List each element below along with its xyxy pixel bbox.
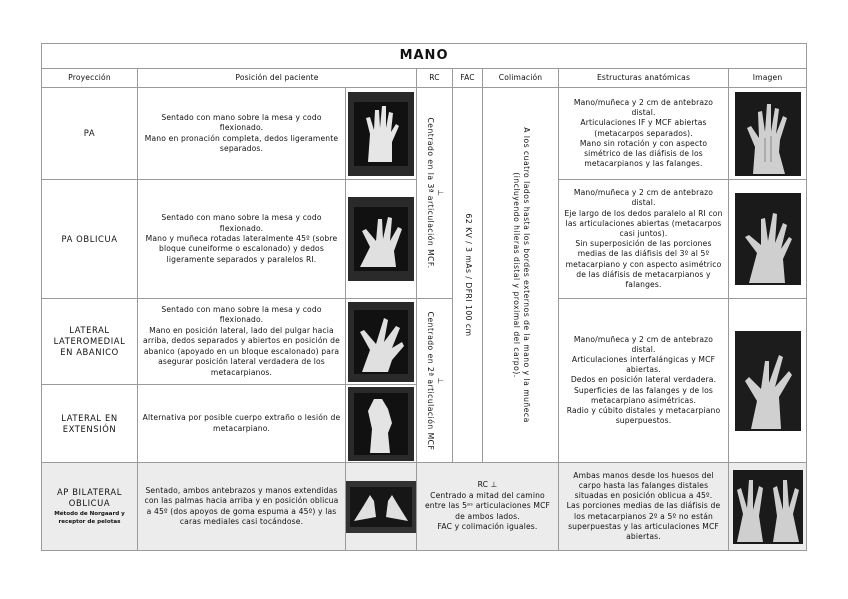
- projection-lateral-abanico: LATERAL LATEROMEDIAL EN ABANICO: [42, 299, 138, 385]
- hand-xray-icon: [733, 470, 803, 544]
- header-estructuras: Estructuras anatómicas: [559, 69, 729, 88]
- structures-pa-oblicua: Mano/muñeca y 2 cm de antebrazo distal. Eje largo de los dedos paralelo al RI con las articulaciones abiertas (metacarpos casi juntos). Sin superposición de las porciones medias de las diáfisis del 3º al 5º metacarpiano y con aspecto asimétrico de las diáfisis de metacarpianos y falanges.: [559, 180, 729, 299]
- position-pa-oblicua: Sentado con mano sobre la mesa y codo flexionado. Mano y muñeca rotadas lateralmente 45º (sobre bloque cuneiforme o escalonado) y dedos ligeramente separados y paralelos RI.: [138, 180, 346, 299]
- rc-pa: ⊥ Centrado en la 3ª articulación MCF.: [417, 88, 453, 299]
- position-ap-bilateral: Sentado, ambos antebrazos y manos extendidas con las palmas hacia arriba y en posición oblicua a 45º (dos apoyos de goma espuma a 45º) y las caras mediales casi tocándose.: [138, 463, 346, 551]
- xray-ap-bilateral: [729, 463, 807, 551]
- hand-xray-icon: [735, 193, 801, 285]
- hand-photo-icon: [346, 481, 416, 533]
- method-label: Método de Norgaard y receptor de pelotas: [54, 511, 125, 525]
- hand-photo-icon: [348, 387, 414, 461]
- header-rc: RC: [417, 69, 453, 88]
- hand-photo-icon: [348, 197, 414, 281]
- hand-xray-icon: [735, 331, 801, 431]
- colimacion-cell: A los cuatro lados hasta los bordes externos de la mano y la muñeca (incluyendo hileras distal y proximal del carpo).: [483, 88, 559, 463]
- header-posicion: Posición del paciente: [138, 69, 417, 88]
- xray-lateral: [729, 299, 807, 463]
- projection-pa-oblicua: PA OBLICUA: [42, 180, 138, 299]
- rc-fac-ap-bilateral: RC ⊥ Centrado a mitad del camino entre las 5ᵃˢ articulaciones MCF de ambos lados. FAC y colimación iguales.: [417, 463, 559, 551]
- header-fac: FAC: [453, 69, 483, 88]
- photo-lateral-abanico: [346, 299, 417, 385]
- position-lateral-abanico: Sentado con mano sobre la mesa y codo flexionado. Mano en posición lateral, lado del pulgar hacia arriba, dedos separados y abiertos en posición de abanico (apoyado en un bloque escalonado) para asegurar posición lateral verdadera de los metacarpianos.: [138, 299, 346, 385]
- position-lateral-extension: Alternativa por posible cuerpo extraño o lesión de metacarpiano.: [138, 385, 346, 463]
- page-title: MANO: [42, 44, 807, 69]
- position-pa: Sentado con mano sobre la mesa y codo flexionado. Mano en pronación completa, dedos ligeramente separados.: [138, 88, 346, 180]
- photo-pa-oblicua: [346, 180, 417, 299]
- structures-ap-bilateral: Ambas manos desde los huesos del carpo hasta las falanges distales situadas en posición oblicua a 45º. Las porciones medias de las diáfisis de los metacarpianos 2º a 5º no están superpuestas y las articulaciones MCF abiertas.: [559, 463, 729, 551]
- mano-table: [41, 43, 807, 551]
- projection-ap-bilateral: AP BILATERAL OBLICUA Método de Norgaard y receptor de pelotas: [42, 463, 138, 551]
- xray-pa-oblicua: [729, 180, 807, 299]
- projection-lateral-extension: LATERAL EN EXTENSIÓN: [42, 385, 138, 463]
- projection-pa: PA: [42, 88, 138, 180]
- header-colimacion: Colimación: [483, 69, 559, 88]
- photo-lateral-extension: [346, 385, 417, 463]
- photo-ap-bilateral: [346, 463, 417, 551]
- structures-lateral: Mano/muñeca y 2 cm de antebrazo distal. Articulaciones interfalángicas y MCF abiertas. Dedos en posición lateral verdadera. Superficies de las falanges y de los metacarpiano asimétricas. Radio y cúbito distales y metacarpiano superpuestos.: [559, 299, 729, 463]
- rc-lateral: ⊥ Centrado en 2ª articulación MCF: [417, 299, 453, 463]
- hand-photo-icon: [348, 302, 414, 382]
- photo-pa: [346, 88, 417, 180]
- header-proyeccion: Proyección: [42, 69, 138, 88]
- header-imagen: Imagen: [729, 69, 807, 88]
- xray-pa: [729, 88, 807, 180]
- hand-photo-icon: [348, 92, 414, 176]
- fac-cell: 62 KV / 3 mAs / DFRI 100 cm: [453, 88, 483, 463]
- structures-pa: Mano/muñeca y 2 cm de antebrazo distal. Articulaciones IF y MCF abiertas (metacarpos separados). Mano sin rotación y con aspecto simétrico de las diáfisis de los metacarpianos y las falanges.: [559, 88, 729, 180]
- hand-xray-icon: [735, 92, 801, 176]
